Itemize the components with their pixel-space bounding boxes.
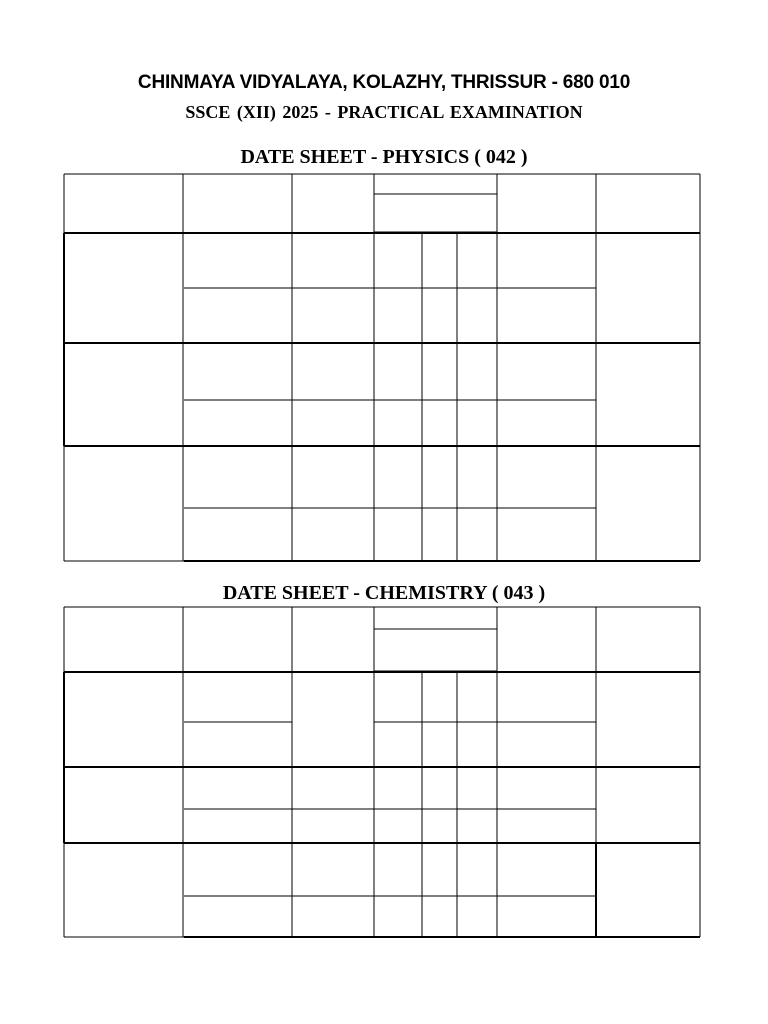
physics-date-sheet-title: DATE SHEET - PHYSICS ( 042 ) — [240, 146, 528, 168]
school-name: CHINMAYA VIDYALAYA, KOLAZHY, THRISSUR - 680 010 — [137, 72, 631, 93]
chemistry-date-sheet-title: DATE SHEET - CHEMISTRY ( 043 ) — [222, 582, 546, 604]
exam-title: SSCE (XII) 2025 - PRACTICAL EXAMINATION — [185, 102, 583, 122]
